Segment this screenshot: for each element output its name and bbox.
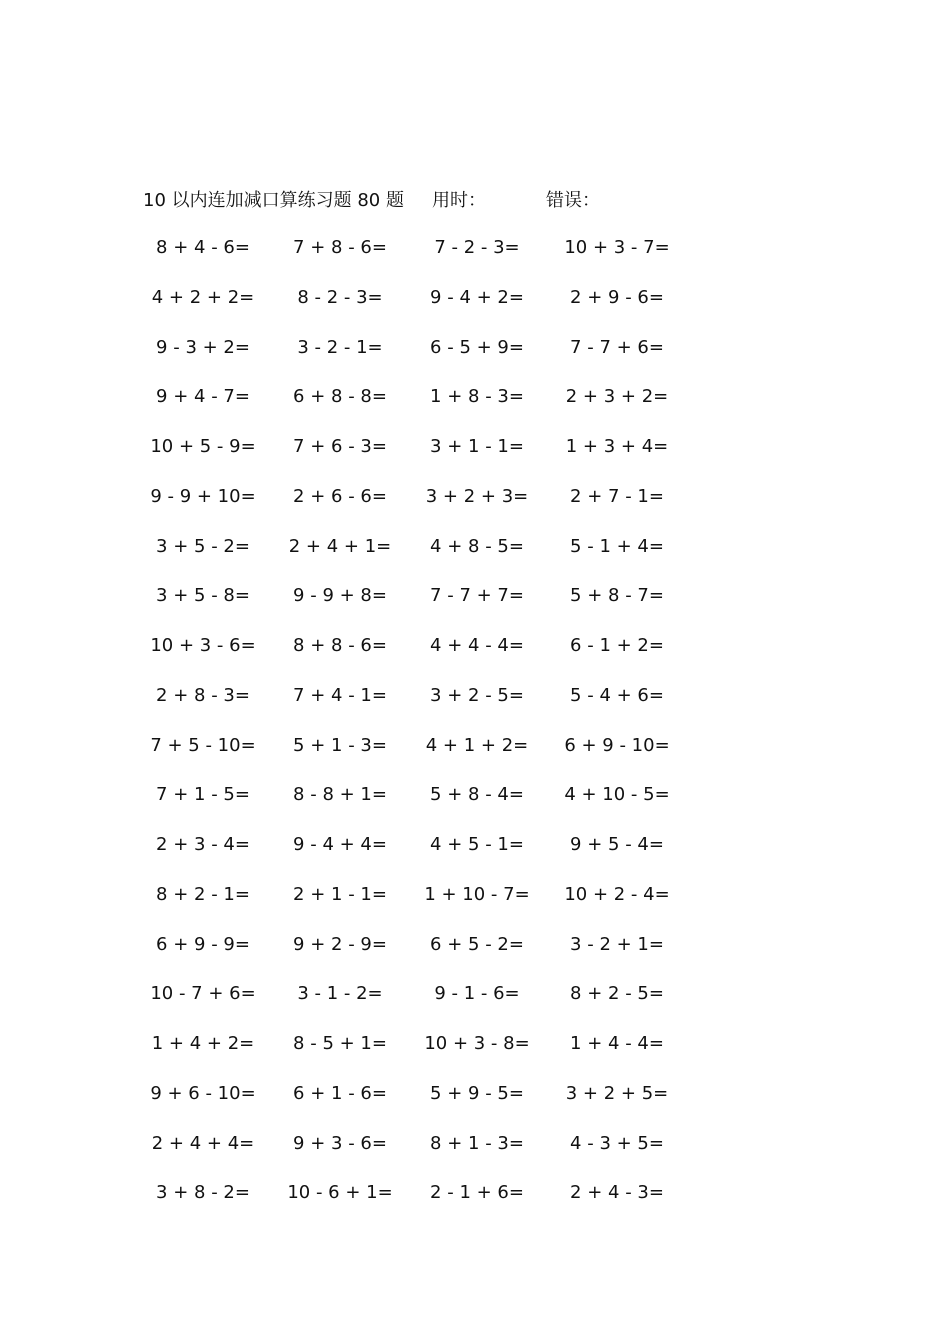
problem-cell: 7 + 8 - 6= [293,237,387,258]
problem-cell: 7 - 2 - 3= [434,237,520,258]
problem-cell: 8 + 1 - 3= [430,1132,524,1154]
problem-cell: 9 - 9 + 8= [293,585,387,607]
problem-cell: 7 + 6 - 3= [293,436,387,457]
problem-cell: 6 + 8 - 8= [293,386,387,408]
problem-row [0,432,950,482]
problem-cell: 9 + 5 - 4= [570,834,664,855]
problem-cell: 6 + 5 - 2= [430,933,524,955]
problem-cell: 7 + 5 - 10= [150,734,256,756]
problem-row [0,333,950,383]
problem-cell: 10 + 3 - 7= [564,237,670,258]
problem-cell: 5 + 1 - 3= [293,734,387,756]
problem-cell: 8 + 4 - 6= [156,237,250,258]
problem-cell: 8 + 2 - 1= [156,883,250,905]
problem-cell: 2 + 8 - 3= [156,684,250,706]
problem-row [0,631,950,681]
problem-cell: 1 + 3 + 4= [565,436,669,457]
problem-row [0,780,950,830]
problem-cell: 5 + 8 - 7= [570,585,664,607]
problem-cell: 10 + 3 - 6= [150,635,256,656]
problem-cell: 2 + 4 + 1= [288,535,392,557]
problem-cell: 9 - 9 + 10= [150,485,256,507]
errors-label: 错误： [546,190,600,211]
problem-cell: 8 + 8 - 6= [293,635,387,656]
problem-cell: 9 + 2 - 9= [293,933,387,955]
problem-cell: 6 + 1 - 6= [293,1082,387,1104]
problem-cell: 6 - 5 + 9= [430,336,524,358]
problem-cell: 10 + 2 - 4= [564,883,670,905]
problem-cell: 2 + 6 - 6= [293,485,387,507]
problem-cell: 4 - 3 + 5= [570,1132,664,1154]
problem-row [0,830,950,880]
problem-cell: 2 + 1 - 1= [293,883,387,905]
problem-cell: 3 + 5 - 8= [156,585,250,607]
problem-cell: 2 + 9 - 6= [570,286,664,308]
problem-cell: 1 + 4 - 4= [570,1033,664,1054]
problem-row [0,233,950,283]
problem-cell: 9 - 4 + 4= [293,834,387,855]
problem-cell: 8 + 2 - 5= [570,983,664,1005]
problem-row [0,1129,950,1179]
problem-row [0,930,950,980]
problem-cell: 4 + 1 + 2= [425,734,529,756]
problem-cell: 5 + 8 - 4= [430,784,524,806]
problem-row [0,681,950,731]
problem-row [0,1079,950,1129]
problem-cell: 7 + 1 - 5= [156,784,250,806]
problem-cell: 9 + 4 - 7= [156,386,250,408]
problem-cell: 10 + 5 - 9= [150,436,256,457]
problem-cell: 9 - 3 + 2= [156,336,250,358]
problem-row [0,1178,950,1228]
problem-cell: 2 + 3 + 2= [565,386,669,408]
problem-cell: 1 + 10 - 7= [424,883,530,905]
problem-cell: 4 + 10 - 5= [564,784,670,806]
problem-cell: 9 - 4 + 2= [430,286,524,308]
problem-row [0,482,950,532]
problem-row [0,1029,950,1079]
problem-cell: 10 - 7 + 6= [150,983,256,1005]
problem-cell: 4 + 8 - 5= [430,535,524,557]
problem-cell: 5 + 9 - 5= [430,1082,524,1104]
problem-row [0,880,950,930]
worksheet-title: 10 以内连加减口算练习题 80 题 [143,190,404,211]
problem-row [0,283,950,333]
problem-cell: 9 - 1 - 6= [434,983,520,1005]
problem-cell: 4 + 5 - 1= [430,834,524,855]
problem-row [0,979,950,1029]
problem-row [0,382,950,432]
problem-cell: 3 - 2 - 1= [297,336,383,358]
problem-cell: 10 + 3 - 8= [424,1033,530,1054]
problem-cell: 3 + 8 - 2= [156,1182,250,1204]
problem-cell: 5 - 4 + 6= [570,684,664,706]
problem-cell: 3 + 2 + 5= [565,1082,669,1104]
problem-cell: 2 + 4 + 4= [151,1132,255,1154]
problem-cell: 8 - 8 + 1= [293,784,387,806]
problem-cell: 7 + 4 - 1= [293,684,387,706]
problem-cell: 4 + 4 - 4= [430,635,524,656]
problem-cell: 10 - 6 + 1= [287,1182,393,1204]
problem-cell: 3 + 1 - 1= [430,436,524,457]
problem-cell: 3 + 2 + 3= [425,485,529,507]
problem-cell: 6 - 1 + 2= [570,635,664,656]
problem-cell: 6 + 9 - 10= [564,734,670,756]
problem-cell: 6 + 9 - 9= [156,933,250,955]
problem-cell: 3 - 1 - 2= [297,983,383,1005]
problem-cell: 2 + 7 - 1= [570,485,664,507]
problem-cell: 2 - 1 + 6= [430,1182,524,1204]
problem-cell: 1 + 8 - 3= [430,386,524,408]
problem-row [0,731,950,781]
problem-cell: 4 + 2 + 2= [151,286,255,308]
problem-cell: 9 + 3 - 6= [293,1132,387,1154]
time-label: 用时： [432,190,486,211]
problem-cell: 3 + 5 - 2= [156,535,250,557]
problem-cell: 7 - 7 + 6= [570,336,664,358]
problem-cell: 2 + 4 - 3= [570,1182,664,1204]
problem-cell: 9 + 6 - 10= [150,1082,256,1104]
problem-cell: 2 + 3 - 4= [156,834,250,855]
problem-row [0,532,950,582]
worksheet-header [0,186,950,214]
problem-cell: 7 - 7 + 7= [430,585,524,607]
problem-grid [0,233,950,1228]
problem-row [0,581,950,631]
problem-cell: 8 - 2 - 3= [297,286,383,308]
problem-cell: 3 - 2 + 1= [570,933,664,955]
problem-cell: 5 - 1 + 4= [570,535,664,557]
problem-cell: 1 + 4 + 2= [151,1033,255,1054]
problem-cell: 8 - 5 + 1= [293,1033,387,1054]
problem-cell: 3 + 2 - 5= [430,684,524,706]
